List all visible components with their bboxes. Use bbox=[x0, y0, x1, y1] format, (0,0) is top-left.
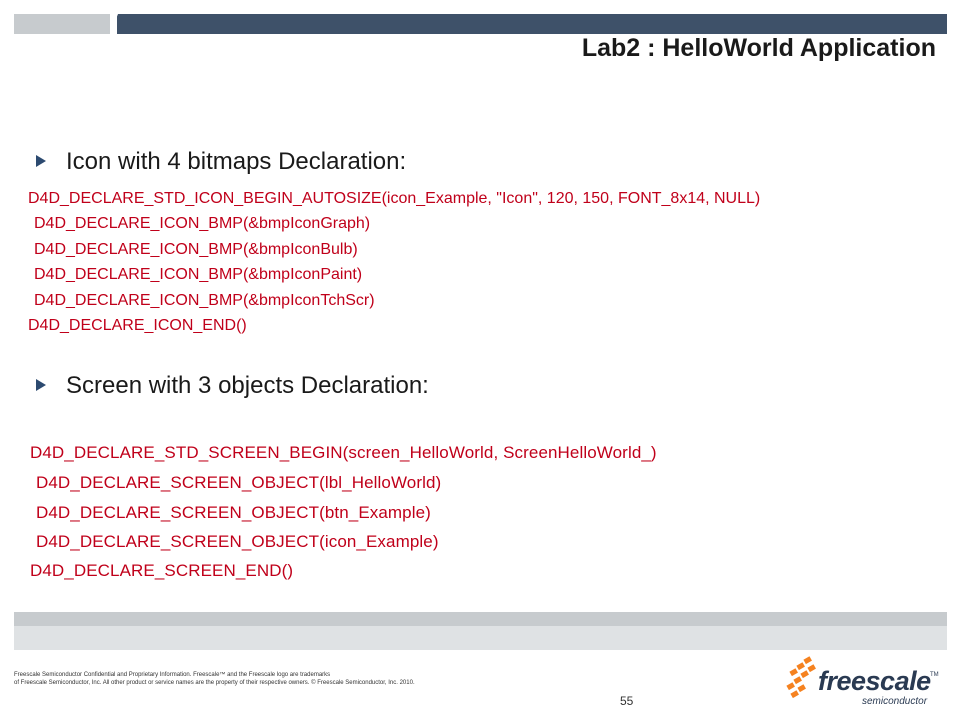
logo-tagline: semiconductor bbox=[862, 696, 928, 707]
footer-line: Freescale Semiconductor Confidential and Proprietary Information. Freescale™ and the Freescale logo are trademarks bbox=[14, 672, 331, 678]
slide-title: Lab2 : HelloWorld Application bbox=[581, 34, 936, 62]
header-bar-left bbox=[14, 14, 110, 34]
code-line: D4D_DECLARE_SCREEN_END() bbox=[30, 561, 294, 580]
page-number: 55 bbox=[620, 694, 634, 708]
code-line: D4D_DECLARE_ICON_END() bbox=[28, 317, 247, 334]
bullet-screen-declaration bbox=[36, 372, 429, 400]
header-bar-notch bbox=[110, 14, 118, 34]
bullet-arrow-icon bbox=[36, 379, 46, 391]
code-line: D4D_DECLARE_ICON_BMP(&bmpIconTchScr) bbox=[34, 292, 375, 309]
footer-bar-top bbox=[14, 612, 947, 626]
code-line: D4D_DECLARE_SCREEN_OBJECT(icon_Example) bbox=[36, 532, 439, 551]
code-line: D4D_DECLARE_SCREEN_OBJECT(btn_Example) bbox=[36, 503, 431, 522]
code-line: D4D_DECLARE_ICON_BMP(&bmpIconPaint) bbox=[34, 266, 363, 283]
code-line: D4D_DECLARE_ICON_BMP(&bmpIconBulb) bbox=[34, 241, 358, 258]
freescale-mark-icon bbox=[784, 656, 820, 698]
code-line: D4D_DECLARE_SCREEN_OBJECT(lbl_HelloWorld) bbox=[36, 473, 442, 492]
bullet-icon-declaration bbox=[36, 148, 406, 176]
footer-line: of Freescale Semiconductor, Inc. All other product or service names are the property of their respective owners. © Freescale Semiconductor, Inc. 2010. bbox=[14, 680, 415, 686]
bullet-heading: Screen with 3 objects Declaration: bbox=[66, 372, 429, 399]
code-line: D4D_DECLARE_STD_SCREEN_BEGIN(screen_HelloWorld, ScreenHelloWorld_) bbox=[30, 443, 657, 462]
code-line: D4D_DECLARE_STD_ICON_BEGIN_AUTOSIZE(icon_Example, "Icon", 120, 150, FONT_8x14, NULL) bbox=[28, 190, 761, 207]
code-line: D4D_DECLARE_ICON_BMP(&bmpIconGraph) bbox=[34, 215, 371, 232]
footer-legal bbox=[14, 671, 614, 687]
header-bar bbox=[117, 14, 947, 34]
bullet-arrow-icon bbox=[36, 155, 46, 167]
logo-wordmark: freescale bbox=[818, 666, 931, 696]
footer-bar-bottom bbox=[14, 626, 947, 650]
freescale-logo bbox=[784, 656, 944, 706]
bullet-heading: Icon with 4 bitmaps Declaration: bbox=[66, 148, 407, 175]
logo-trademark: TM bbox=[930, 672, 939, 678]
